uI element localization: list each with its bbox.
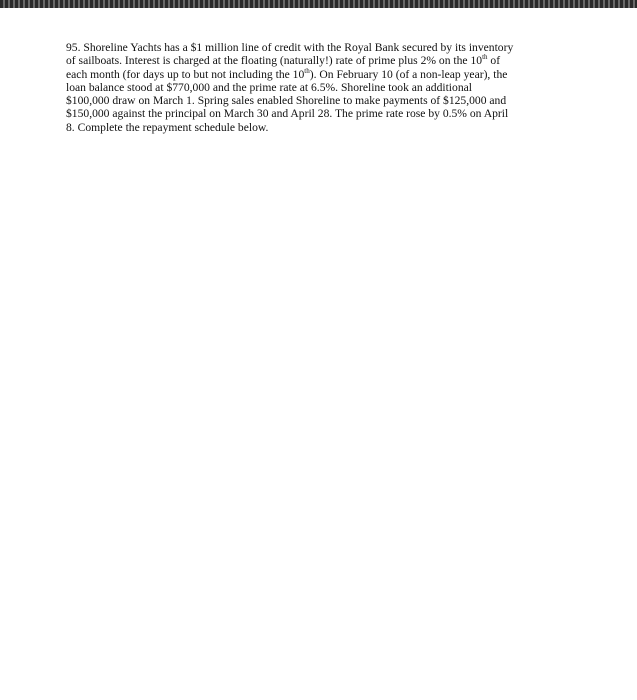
top-edge-strip: [0, 0, 637, 8]
problem-line-6: $150,000 against the principal on March 30 and April 28. The prime rate rose by 0.5% on April: [66, 107, 509, 121]
problem-line-5: $100,000 draw on March 1. Spring sales enabled Shoreline to make payments of $125,000 and: [66, 94, 507, 108]
problem-statement: [66, 41, 572, 134]
problem-line-4: loan balance stood at $770,000 and the prime rate at 6.5%. Shoreline took an additional: [66, 80, 472, 94]
document-page: [0, 8, 637, 700]
problem-line-3: each month (for days up to but not including the 10th). On February 10 (of a non-leap year), the: [66, 66, 508, 81]
ordinal-superscript: th: [304, 66, 310, 75]
problem-line-1: 95. Shoreline Yachts has a $1 million line of credit with the Royal Bank secured by its inventory: [66, 41, 514, 54]
problem-line-7: 8. Complete the repayment schedule below.: [66, 120, 269, 134]
ordinal-superscript: th: [482, 53, 488, 62]
problem-line-2: of sailboats. Interest is charged at the floating (naturally!) rate of prime plus 2% on the 10th of: [66, 53, 501, 68]
